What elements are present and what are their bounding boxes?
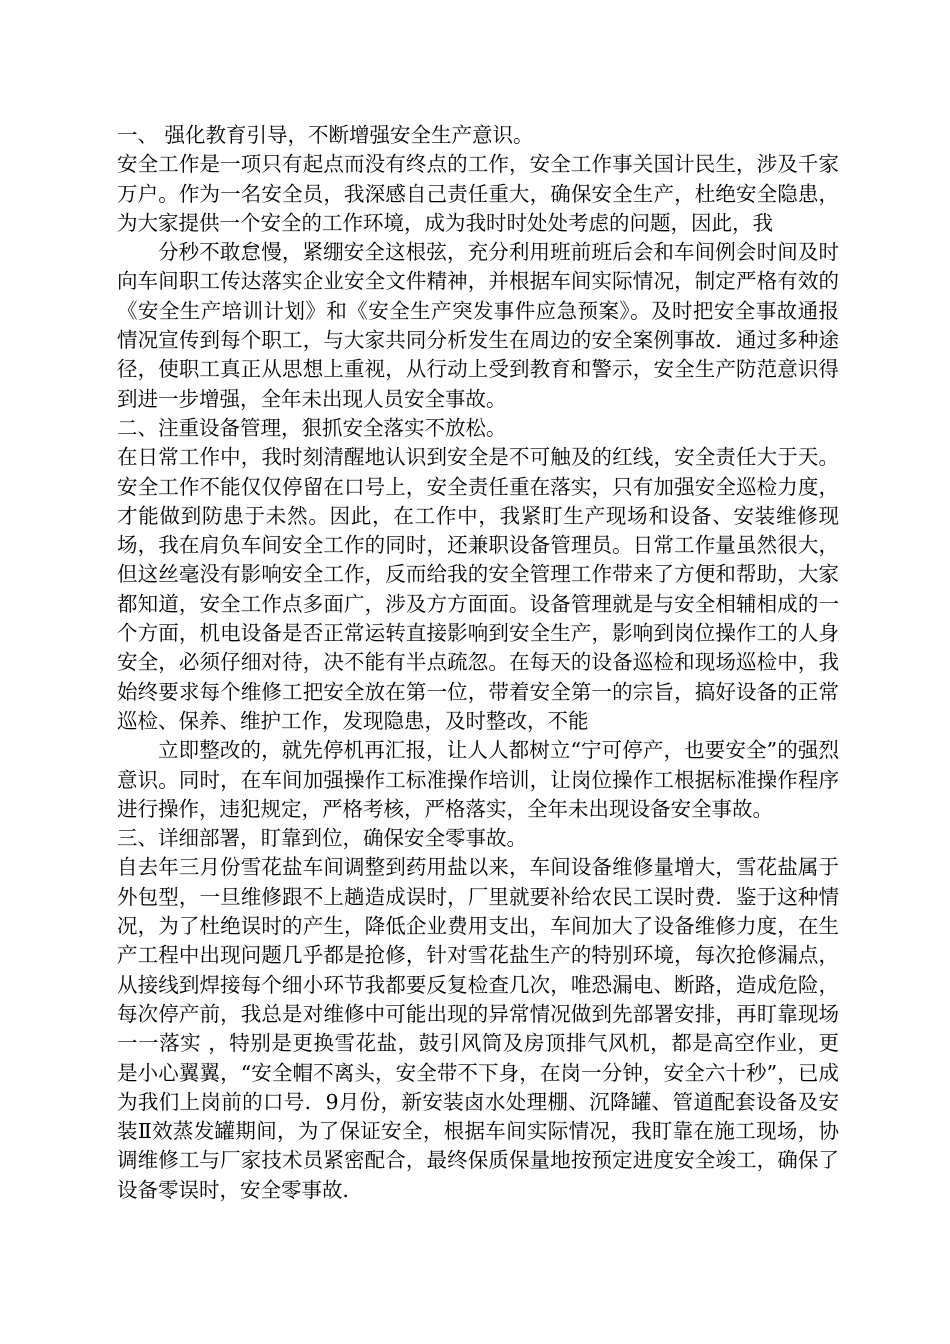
paragraph-1-2: 分秒不敢怠慢，紧绷安全这根弦，充分利用班前班后会和车间例会时间及时向车间职工传达落实企业安全文件精神，并根据车间实际情况，制定严格有效的《安全生产培训计划》和《安全生产突发事件应急预案》。及时把安全事故通报情况宣传到每个职工，与大家共同分析发生在周边的安全案例事故．通过多种途径，使职工真正从思想上重视，从行动上受到教育和警示，安全生产防范意识得到进一步增强，全年未出现人员安全事故。 [117,240,839,411]
section-heading-1: 一、 强化教育引导，不断增强安全生产意识。 [117,123,534,147]
section-heading-2: 二、注重设备管理，狠抓安全落实不放松。 [117,415,507,440]
paragraph-2-2: 立即整改的，就先停机再汇报，让人人都树立“宁可停产，也要安全”的强烈意识。同时，在车间加强操作工标准操作培训，让岗位操作工根据标准操作程序进行操作，违犯规定，严格考核，严格落实，全年未出现设备安全事故。 [117,738,839,821]
paragraph-2-1: 在日常工作中，我时刻清醒地认识到安全是不可触及的红线，安全责任大于天。安全工作不能仅仅停留在口号上，安全责任重在落实，只有加强安全巡检力度，才能做到防患于未然。因此，在工作中，我紧盯生产现场和设备、安装维修现场，我在肩负车间安全工作的同时，还兼职设备管理员。日常工作量虽然很大，但这丝毫没有影响安全工作，反而给我的安全管理工作带来了方便和帮助，大家都知道，安全工作点多面广，涉及方方面面。设备管理就是与安全相辅相成的一个方面，机电设备是否正常运转直接影响到安全生产，影响到岗位操作工的人身安全，必须仔细对待，决不能有半点疏忽。在每天的设备巡检和现场巡检中，我始终要求每个维修工把安全放在第一位，带着安全第一的宗旨，搞好设备的正常巡检、保养、维护工作，发现隐患，及时整改，不能 [117,445,839,733]
paragraph-1-1: 安全工作是一项只有起点而没有终点的工作，安全工作事关国计民生，涉及千家万户。作为一名安全员，我深感自己责任重大，确保安全生产，杜绝安全隐患，为大家提供一个安全的工作环境，成为我时时处处考虑的问题，因此，我 [117,152,839,235]
section-heading-3: 三、详细部署，盯靠到位，确保安全零事故。 [117,826,527,851]
document-body [117,121,839,1205]
paragraph-3-1: 自去年三月份雪花盐车间调整到药用盐以来，车间设备维修量增大，雪花盐属于外包型，一旦维修跟不上趟造成误时，厂里就要补给农民工误时费．鉴于这种情况，为了杜绝误时的产生，降低企业费用支出，车间加大了设备维修力度，在生产工程中出现问题几乎都是抢修，针对雪花盐生产的特别环境，每次抢修漏点，从接线到焊接每个细小环节我都要反复检查几次，唯恐漏电、断路，造成危险，每次停产前，我总是对维修中可能出现的异常情况做到先部署安排，再盯靠现场一一落实 ，特别是更换雪花盐，鼓引风筒及房顶排气风机，都是高空作业，更是小心翼翼，“安全帽不离头，安全带不下身，在岗一分钟，安全六十秒”，已成为我们上岗前的口号．9月份，新安装卤水处理棚、沉降罐、管道配套设备及安装Ⅱ效蒸发罐期间，为了保证安全，根据车间实际情况，我盯靠在施工现场，协调维修工与厂家技术员紧密配合，最终保质保量地按预定进度安全竣工，确保了设备零误时，安全零事故． [117,855,839,1202]
